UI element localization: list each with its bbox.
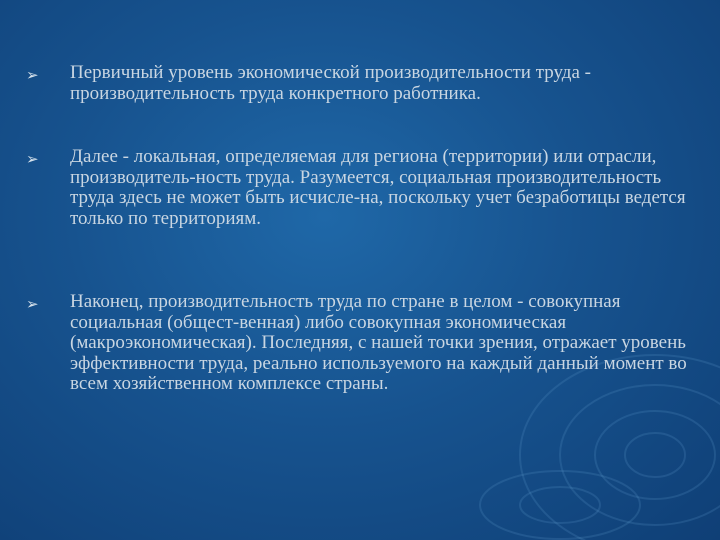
- arrow-bullet-icon: ➢: [26, 295, 39, 313]
- bullet-text: Наконец, производительность труда по стране в целом - совокупная социальная (общест-венная) либо совокупная экономическая (макроэкономическая). Последняя, с нашей точки зрения, отражает уровень эффективности труда, реально используемого на каждый данный момент во всем хозяйственном комплексе страны.: [70, 291, 687, 394]
- bullet-text: Далее - локальная, определяемая для региона (территории) или отрасли, производитель-ность труда. Разумеется, социальная производительность труда здесь не может быть исчисле-на, поскольку учет безработицы ведется только по территориям.: [70, 146, 686, 229]
- arrow-bullet-icon: ➢: [26, 150, 39, 168]
- arrow-bullet-icon: ➢: [26, 66, 39, 84]
- bullet-text: Первичный уровень экономической производительности труда - производительность труда конкретного работника.: [70, 62, 591, 104]
